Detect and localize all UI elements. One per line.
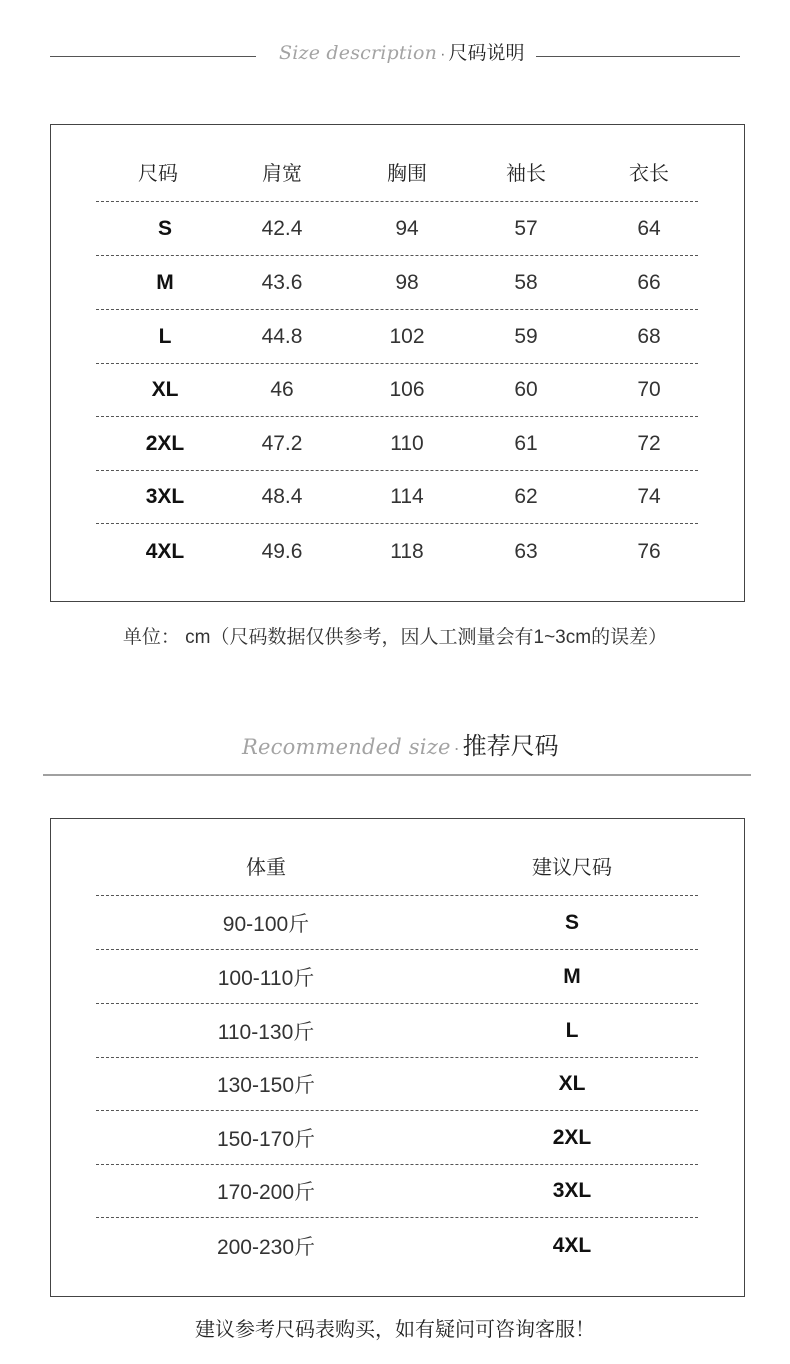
- size-table-header-row: [96, 142, 698, 202]
- cell-chest: 114: [390, 485, 424, 508]
- title-script: Size description: [279, 42, 438, 64]
- cell-sleeve: 57: [514, 217, 538, 240]
- cell-chest: 118: [390, 539, 424, 563]
- size-table: [50, 124, 745, 602]
- cell-chest: 94: [395, 217, 419, 240]
- title-cn: 推荐尺码: [462, 733, 559, 760]
- table-row: [96, 1058, 698, 1111]
- recommended-size-header: [0, 724, 790, 778]
- cell-size: 3XL: [145, 485, 185, 508]
- cell-shoulder: 43.6: [261, 271, 303, 294]
- table-row: [96, 1165, 698, 1218]
- cell-suggested-size: L: [565, 1019, 579, 1042]
- cell-size: M: [156, 271, 174, 294]
- cell-length: 70: [637, 378, 661, 401]
- cell-suggested-size: 4XL: [552, 1233, 592, 1257]
- header-suggested-size: 建议尺码: [532, 857, 612, 879]
- cell-suggested-size: 3XL: [552, 1179, 592, 1202]
- header-sleeve: 袖长: [506, 163, 546, 185]
- title-separator: ·: [440, 46, 446, 63]
- cell-chest: 110: [390, 432, 424, 455]
- cell-shoulder: 49.6: [261, 539, 303, 563]
- cell-chest: 98: [395, 271, 419, 294]
- size-description-header: [0, 34, 790, 68]
- recommend-table-header-row: [96, 836, 698, 896]
- table-row: [96, 1112, 698, 1165]
- header-shoulder: 肩宽: [262, 163, 302, 185]
- cell-sleeve: 60: [514, 378, 538, 401]
- table-row: [96, 471, 698, 524]
- table-row: [96, 364, 698, 417]
- table-row: [96, 203, 698, 256]
- recommended-size-title: [242, 726, 559, 761]
- title-cn: 尺码说明: [448, 43, 525, 64]
- cell-suggested-size: M: [563, 965, 581, 988]
- table-row: [96, 257, 698, 310]
- header-weight: 体重: [246, 857, 286, 879]
- size-description-title: [279, 38, 524, 65]
- cell-chest: 102: [389, 325, 425, 348]
- header-divider: [43, 774, 751, 776]
- cell-weight: 130-150斤: [216, 1074, 316, 1097]
- cell-sleeve: 63: [514, 539, 538, 563]
- cell-weight: 90-100斤: [222, 913, 310, 936]
- cell-weight: 150-170斤: [216, 1128, 316, 1151]
- header-size: 尺码: [138, 163, 178, 185]
- cell-weight: 100-110斤: [217, 967, 315, 990]
- table-row: [96, 951, 698, 1004]
- cell-suggested-size: XL: [558, 1072, 586, 1095]
- cell-length: 72: [637, 432, 661, 455]
- cell-shoulder: 47.2: [261, 432, 303, 455]
- cell-sleeve: 59: [514, 325, 538, 348]
- cell-weight: 110-130斤: [217, 1021, 315, 1044]
- cell-shoulder: 42.4: [261, 217, 303, 240]
- header-length: 衣长: [629, 163, 669, 185]
- cell-weight: 200-230斤: [216, 1235, 316, 1259]
- title-script: Recommended size: [242, 735, 451, 759]
- cell-sleeve: 61: [514, 432, 538, 455]
- cell-length: 68: [637, 325, 661, 348]
- cell-length: 76: [637, 539, 661, 563]
- cell-length: 74: [637, 485, 661, 508]
- table-row: [96, 418, 698, 471]
- cell-size: 2XL: [145, 432, 185, 455]
- purchase-advice-footer: 建议参考尺码表购买，如有疑问可咨询客服！: [195, 1319, 595, 1341]
- cell-size: 4XL: [145, 539, 185, 563]
- cell-chest: 106: [389, 378, 425, 401]
- cell-sleeve: 62: [514, 485, 538, 508]
- cell-size: XL: [151, 378, 179, 401]
- cell-size: S: [157, 217, 172, 240]
- cell-length: 64: [637, 217, 661, 240]
- cell-weight: 170-200斤: [216, 1181, 316, 1204]
- title-separator: ·: [453, 738, 460, 758]
- table-row: [96, 897, 698, 950]
- cell-length: 66: [637, 271, 661, 294]
- table-row: [96, 1219, 698, 1272]
- cell-shoulder: 48.4: [261, 485, 303, 508]
- table-row: [96, 525, 698, 578]
- unit-note: 单位： cm（尺码数据仅供参考，因人工测量会有1~3cm的误差）: [122, 627, 668, 648]
- header-chest: 胸围: [387, 163, 427, 185]
- cell-suggested-size: 2XL: [552, 1126, 592, 1149]
- header-divider-right: [536, 56, 740, 57]
- table-row: [96, 311, 698, 364]
- recommend-table: [50, 818, 745, 1297]
- table-row: [96, 1005, 698, 1058]
- cell-shoulder: 46: [270, 378, 294, 401]
- header-divider-left: [50, 56, 256, 57]
- cell-sleeve: 58: [514, 271, 538, 294]
- cell-suggested-size: S: [564, 911, 579, 934]
- cell-shoulder: 44.8: [261, 325, 303, 348]
- cell-size: L: [158, 325, 172, 348]
